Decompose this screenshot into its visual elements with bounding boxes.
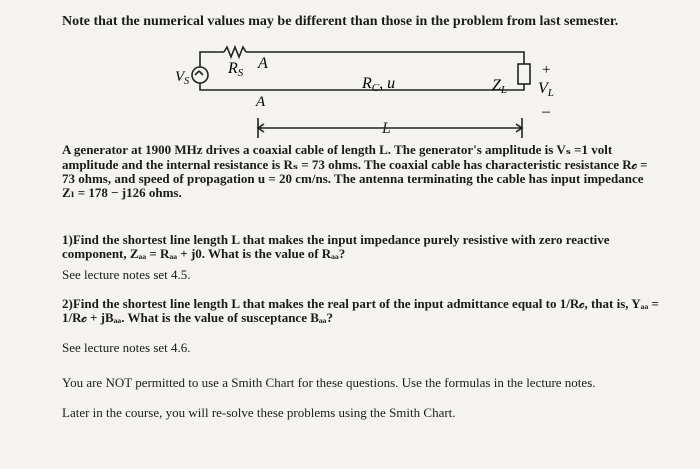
vl-minus: – xyxy=(542,103,550,120)
problem-line-3: 73 ohms, and speed of propagation u = 20 cm/ns. The antenna terminating the cable has input impedance xyxy=(62,171,644,186)
vl-label: VL xyxy=(538,80,554,99)
node-a-bottom: A xyxy=(256,94,266,110)
line-label: RC, u xyxy=(362,75,396,94)
q1-line-1: 1)Find the shortest line length L that makes the input impedance purely resistive with zero reactive xyxy=(62,232,610,247)
voltage-source-icon xyxy=(192,67,208,83)
problem-line-1: A generator at 1900 MHz drives a coaxial cable of length L. The generator's amplitude is Vₛ =1 volt xyxy=(62,142,613,157)
problem-line-2: amplitude and the internal resistance is Rₛ = 73 ohms. The coaxial cable has characteristic resistance R𝒸 = xyxy=(62,157,648,172)
node-a-top: A xyxy=(258,55,268,72)
zl-label: ZL xyxy=(492,77,508,96)
footer-line-1: You are NOT permitted to use a Smith Chart for these questions. Use the formulas in the lecture notes. xyxy=(62,375,596,390)
resistor-icon xyxy=(224,47,246,57)
q1-note: See lecture notes set 4.5. xyxy=(62,267,191,282)
vl-plus: + xyxy=(542,62,551,78)
q1-line-2: component, Zₐₐ = Rₐₐ + j0. What is the value of Rₐₐ? xyxy=(62,246,346,261)
q2-line-2: 1/R𝒸 + jBₐₐ. What is the value of susceptance Bₐₐ? xyxy=(62,310,333,325)
note-text: Note that the numerical values may be different than those in the problem from last semester. xyxy=(62,14,619,29)
vs-label: $V_S$ xyxy=(175,69,190,87)
load-impedance-icon xyxy=(518,64,530,84)
problem-line-4: Zₗ = 178 − j126 ohms. xyxy=(62,185,182,200)
footer-line-2: Later in the course, you will re-solve these problems using the Smith Chart. xyxy=(62,405,456,420)
q2-note: See lecture notes set 4.6. xyxy=(62,340,191,355)
length-label: L xyxy=(382,120,391,137)
rs-label: RS xyxy=(228,60,244,79)
q2-line-1: 2)Find the shortest line length L that makes the real part of the input admittance equal to 1/R𝒸, that is, Yₐₐ = xyxy=(62,296,659,311)
